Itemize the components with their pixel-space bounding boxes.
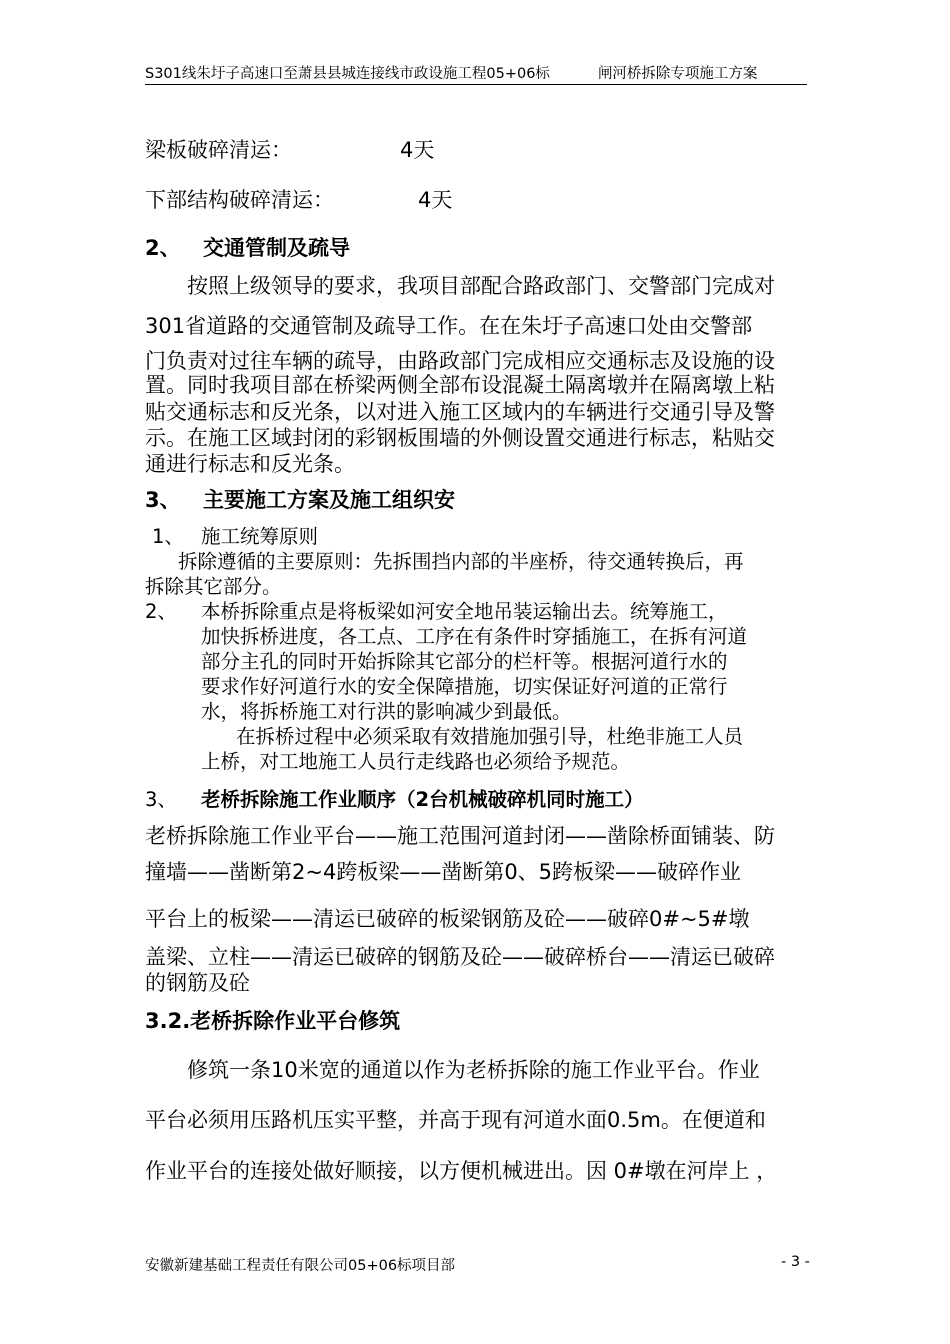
section32-line: 作业平台的连接处做好顺接，以方便机械进出。因 0#墩在河岸上 ， (145, 1159, 778, 1183)
section3-title: 主要施工方案及施工组织安 (203, 488, 455, 512)
header-left: S301线朱圩子高速口至萧县县城连接线市政设施工程05+06标 (145, 66, 550, 82)
item2-line: 加快拆桥进度，各工点、工序在有条件时穿插施工，在拆有河道 (201, 625, 748, 648)
section32-line: 修筑一条10米宽的通道以作为老桥拆除的施工作业平台。作业 (187, 1058, 760, 1082)
item3-line: 盖梁、立柱——清运已破碎的钢筋及砼——破碎桥台——清运已破碎 (145, 945, 775, 969)
item3-line: 撞墙——凿断第2~4跨板梁——凿断第0、5跨板梁——破碎作业 (145, 860, 742, 884)
schedule-label-2: 下部结构破碎清运： (145, 188, 334, 212)
schedule-label-1: 梁板破碎清运： (145, 138, 292, 162)
item2-number: 2、 (145, 600, 177, 623)
section2-line: 通进行标志和反光条。 (145, 452, 355, 476)
item3-line: 老桥拆除施工作业平台——施工范围河道封闭——凿除桥面铺装、防 (145, 824, 775, 848)
section2-line: 门负责对过往车辆的疏导，由路政部门完成相应交通标志及设施的设 (145, 349, 775, 373)
item2-line: 在拆桥过程中必须采取有效措施加强引导，杜绝非施工人员 (236, 725, 744, 748)
item3-line: 的钢筋及砼 (145, 971, 250, 995)
section32-title: 3.2.老桥拆除作业平台修筑 (145, 1009, 401, 1033)
item3-line: 平台上的板梁——清运已破碎的板梁钢筋及砼——破碎0#~5#墩 (145, 907, 750, 931)
item1-line: 拆除遵循的主要原则：先拆围挡内部的半座桥，待交通转换后，再 (178, 550, 744, 573)
item1-title: 施工统筹原则 (201, 525, 319, 548)
section2-line: 301省道路的交通管制及疏导工作。在在朱圩子高速口处由交警部 (145, 314, 753, 338)
page-header (145, 62, 757, 83)
item1-line: 拆除其它部分。 (145, 575, 282, 598)
item2-line: 上桥，对工地施工人员行走线路也必须给予规范。 (201, 750, 631, 773)
section2-line: 置。同时我项目部在桥梁两侧全部布设混凝土隔离墩并在隔离墩上粘 (145, 373, 775, 397)
section2-line: 示。在施工区域封闭的彩钢板围墙的外侧设置交通进行标志，粘贴交 (145, 426, 775, 450)
schedule-value-1: 4天 (400, 138, 435, 162)
section2-line: 按照上级领导的要求，我项目部配合路政部门、交警部门完成对 (187, 274, 775, 298)
header-divider (145, 84, 807, 85)
item3-number: 3、 (145, 788, 177, 811)
item2-line: 要求作好河道行水的安全保障措施，切实保证好河道的正常行 (201, 675, 728, 698)
section2-title: 交通管制及疏导 (203, 236, 350, 260)
section32-line: 平台必须用压路机压实平整，并高于现有河道水面0.5m。在便道和 (145, 1108, 766, 1132)
header-right: 闸河桥拆除专项施工方案 (597, 66, 758, 82)
section2-number: 2、 (145, 236, 181, 260)
item2-line: 本桥拆除重点是将板梁如河安全地吊装运输出去。统筹施工， (201, 600, 728, 623)
section3-number: 3、 (145, 488, 181, 512)
section2-line: 贴交通标志和反光条，以对进入施工区域内的车辆进行交通引导及警 (145, 400, 775, 424)
schedule-value-2: 4天 (418, 188, 453, 212)
item2-line: 部分主孔的同时开始拆除其它部分的栏杆等。根据河道行水的 (201, 650, 728, 673)
item3-title: 老桥拆除施工作业顺序（2台机械破碎机同时施工） (201, 788, 644, 811)
page-number: - 3 - (781, 1254, 810, 1270)
item2-line: 水，将拆桥施工对行洪的影响减少到最低。 (201, 700, 572, 723)
page-footer: 安徽新建基础工程责任有限公司05+06标项目部 (145, 1258, 456, 1274)
item1-number: 1、 (152, 525, 184, 548)
